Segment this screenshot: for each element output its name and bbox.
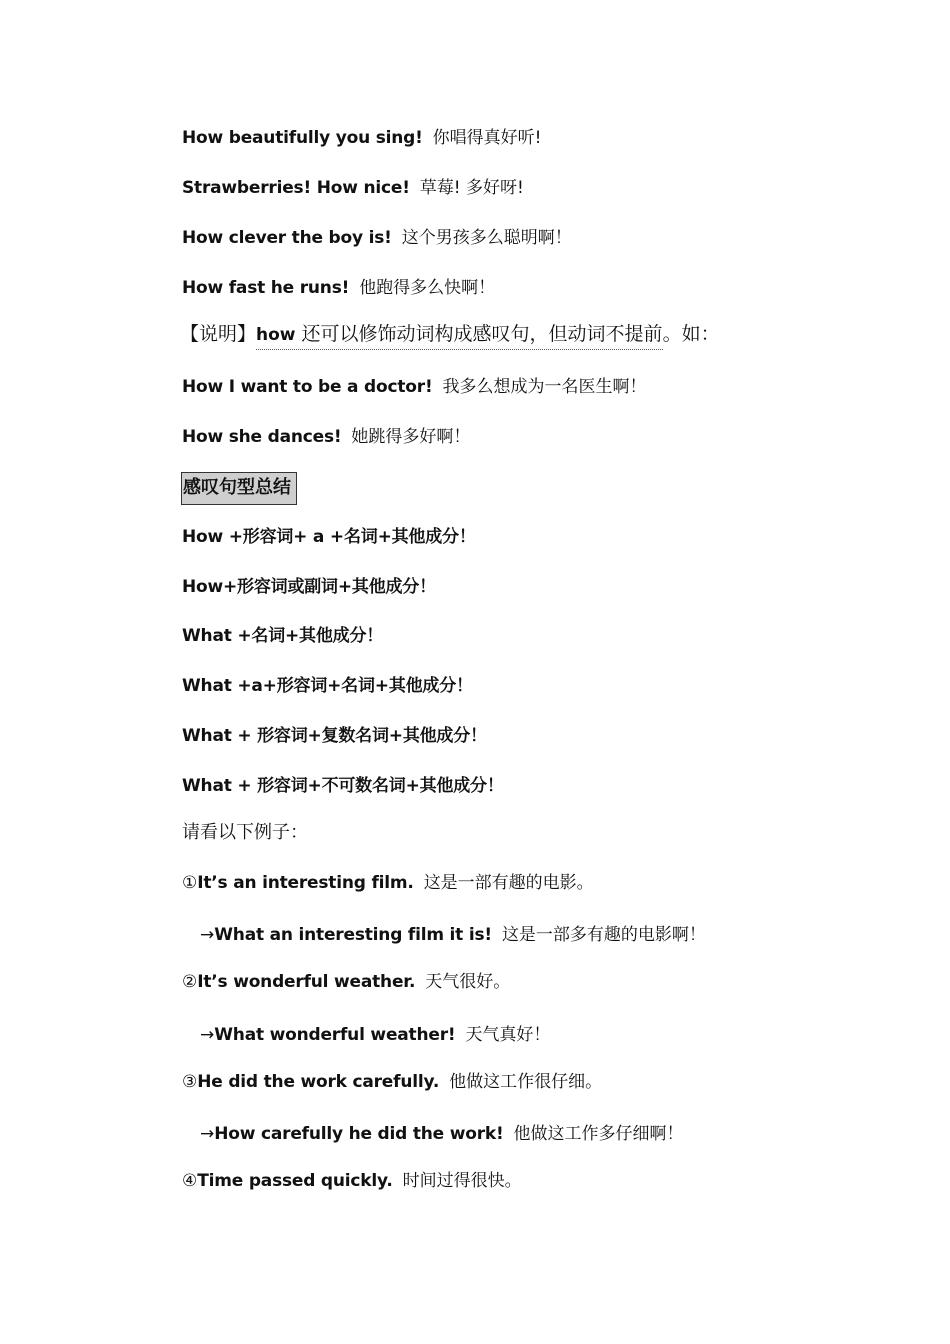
chinese-translation: 他跑得多么快啊！ (359, 278, 496, 298)
note-label: 【说明】 (180, 323, 257, 345)
english-sentence: It’s an interesting film. (197, 873, 414, 893)
note-body: 还可以修饰动词构成感叹句，但动词不提前 (295, 323, 663, 345)
original-sentence-line (182, 971, 510, 993)
note-underlined-text (256, 325, 663, 350)
pattern-line (182, 625, 383, 647)
english-sentence: What wonderful weather! (214, 1025, 456, 1045)
section-heading: 感叹句型总结 (181, 472, 297, 505)
english-sentence: How beautifully you sing! (182, 128, 423, 148)
item-marker: ③ (182, 1072, 198, 1092)
english-sentence: Time passed quickly. (197, 1171, 393, 1191)
item-marker: ① (182, 873, 198, 893)
pattern-line (182, 725, 487, 747)
example-line (182, 426, 470, 448)
example-line (182, 127, 542, 149)
example-line (182, 177, 524, 199)
chinese-translation: 你唱得真好听! (432, 128, 542, 148)
chinese-translation: 这是一部有趣的电影。 (423, 873, 594, 893)
chinese-translation: 天气很好。 (425, 972, 511, 992)
pattern-text: What +a+形容词+名词+其他成分！ (182, 676, 473, 696)
english-sentence: Strawberries! How nice! (182, 178, 410, 198)
english-sentence: He did the work carefully. (197, 1072, 440, 1092)
pattern-text: What +名词+其他成分！ (182, 626, 384, 646)
converted-sentence-line (200, 924, 706, 946)
converted-sentence-line (200, 1123, 684, 1145)
arrow-icon: → (200, 1124, 215, 1144)
pattern-text: What + 形容词+复数名词+其他成分！ (182, 726, 487, 746)
pattern-text: What + 形容词+不可数名词+其他成分！ (182, 776, 504, 796)
arrow-icon: → (200, 925, 215, 945)
chinese-translation: 我多么想成为一名医生啊！ (442, 377, 647, 397)
chinese-translation: 这个男孩多么聪明啊！ (401, 228, 572, 248)
chinese-translation: 他做这工作很仔细。 (449, 1072, 603, 1092)
chinese-translation: 天气真好！ (465, 1025, 551, 1045)
pattern-line (182, 675, 473, 697)
english-sentence: How she dances! (182, 427, 342, 447)
original-sentence-line (182, 1071, 602, 1093)
pattern-text: How +形容词+ a +名词+其他成分！ (182, 527, 476, 547)
item-marker: ④ (182, 1171, 198, 1191)
note-tail: 。如： (662, 323, 720, 345)
english-sentence: How clever the boy is! (182, 228, 392, 248)
chinese-translation: 这是一部多有趣的电影啊！ (501, 925, 706, 945)
example-line (182, 227, 572, 249)
chinese-translation: 时间过得很快。 (402, 1171, 522, 1191)
chinese-translation: 她跳得多好啊！ (351, 427, 471, 447)
english-sentence: How I want to be a doctor! (182, 377, 433, 397)
chinese-translation: 他做这工作多仔细啊！ (513, 1124, 684, 1144)
converted-sentence-line (200, 1024, 550, 1046)
example-line (182, 376, 647, 398)
see-examples-label: 请看以下例子： (182, 822, 308, 843)
pattern-text: How+形容词或副词+其他成分！ (182, 577, 436, 597)
original-sentence-line (182, 1170, 522, 1192)
pattern-line (182, 576, 436, 598)
item-marker: ② (182, 972, 198, 992)
note-keyword: how (256, 325, 296, 345)
pattern-line (182, 526, 476, 548)
example-line (182, 277, 495, 299)
english-sentence: How fast he runs! (182, 278, 350, 298)
note-line (180, 323, 720, 346)
original-sentence-line (182, 872, 594, 894)
chinese-translation: 草莓! 多好呀! (419, 178, 524, 198)
english-sentence: What an interesting film it is! (214, 925, 492, 945)
arrow-icon: → (200, 1025, 215, 1045)
english-sentence: How carefully he did the work! (214, 1124, 504, 1144)
pattern-line (182, 775, 504, 797)
english-sentence: It’s wonderful weather. (197, 972, 416, 992)
